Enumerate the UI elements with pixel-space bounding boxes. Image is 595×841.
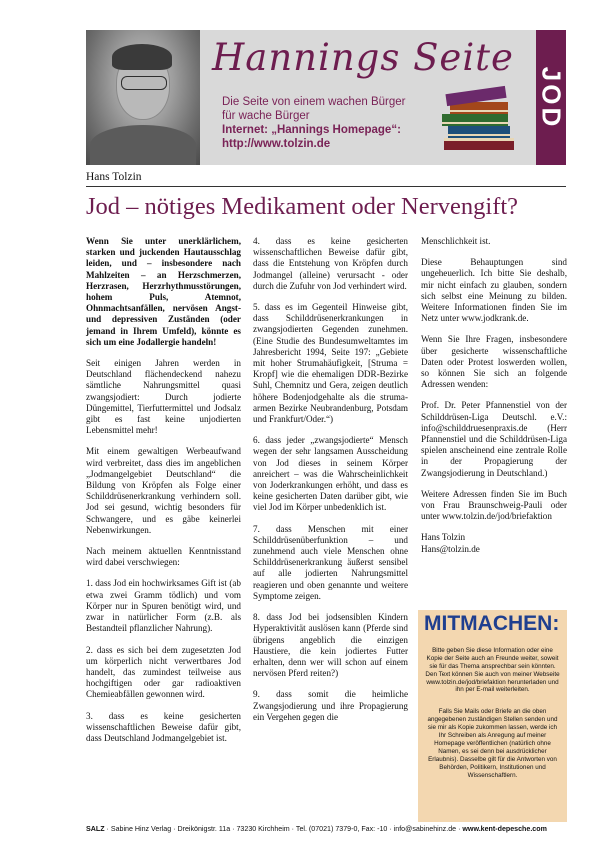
paragraph: 6. dass jeder „zwangsjodierte“ Mensch wegen der sehr langsamen Ausscheidung von Jod dieses in seinem Körper anreichert – was die Wahrscheinlichkeit von Joderkrankungen erhöht, und dass es keine gesicherten Daten darüber gibt, wie viel Jod im Körper unbedenklich ist.	[253, 435, 408, 513]
paragraph: Seit einigen Jahren werden in Deutschland flächendeckend nahezu sämtliche Nahrungsmittel quasi zwangsjodiert: Durch jodierte Düngemittel, Tierfuttermittel und Jodsalz gibt es fast keine unjodierten Lebensmittel mehr!	[86, 358, 241, 436]
topic-tab	[536, 30, 566, 165]
photo-shoulders	[90, 125, 196, 165]
books-icon	[440, 82, 518, 154]
internet-line: Internet: „Hannings Homepage“:	[222, 124, 401, 136]
article-column-1	[86, 236, 241, 754]
paragraph: 4. dass es keine gesicherten wissenschaftlichen Beweise dafür gibt, dass die Entstehung von Kröpfen durch Jodmangel (alleine) verursacht - oder durch die Zufuhr von Jod verhindert wird.	[253, 236, 408, 291]
article-headline: Jod – nötiges Medikament oder Nervengift?	[86, 193, 519, 220]
paragraph: Menschlichkeit ist.	[421, 236, 491, 246]
paragraph: 5. dass es im Gegenteil Hinweise gibt, dass Schilddrüsenerkrankungen in zwangsjodierten Gegenden zunehmen. (Eine Studie des Bundesumweltamtes im Jahresbericht 1994, Seite 197: „Gebiete mit hoher Strumahäufigkeit, [Struma = Kropf] wie die ehemaligen DDR-Bezirke Suhl, Chemnitz und Gera, zeigen deutlich höhere Bodenjodgehalte als die struma-armen Bezirke Neubrandenburg, Potsdam und Frankfurt/Oder.“)	[253, 302, 408, 425]
subtitle-line-1: Die Seite von einem wachen Bürger	[222, 96, 406, 108]
mitmachen-box	[418, 610, 567, 822]
photo-hair	[112, 44, 172, 70]
paragraph: Mit einem gewaltigen Werbeaufwand wird verbreitet, dass dies im angeblichen „Jodmangelgebiet Deutschland“ die Bildung von Kröpfen als Folge einer Schilddrüsenerkrankung verhindern soll. Jod sei gesund, wichtig besonders für Schwangere, und es gäbe keinerlei Nebenwirkungen.	[86, 446, 241, 535]
mitmachen-title: MITMACHEN:	[424, 612, 560, 635]
paragraph: 7. dass Menschen mit einer Schilddrüsenüberfunktion – und zunehmend auch viele Menschen ohne Schilddrüsenerkrankung äußerst sensibel auf alle jodierten Nahrungsmittel reagieren und oben genannte und weitere Symptome zeigen.	[253, 523, 408, 601]
paragraph: 8. dass Jod bei jodsensiblen Kindern Hyperaktivität auslösen kann (Pferde sind übrigens angeblich die einzigen Haustiere, die kein jodiertes Futter erhalten, denn wer will schon auf einem nervösen Pferd reiten?)	[253, 612, 408, 679]
header-subtitle	[222, 95, 405, 151]
footer-url[interactable]: www.kent-depesche.com	[462, 825, 547, 833]
author-photo	[86, 30, 200, 165]
author-name: Hans Tolzin	[86, 171, 142, 183]
subtitle-line-2: für wache Bürger	[222, 110, 310, 122]
signature: Hans Tolzin Hans@tolzin.de	[421, 532, 480, 554]
footer-brand: SALZ	[86, 825, 105, 833]
mitmachen-paragraph-2: Falls Sie Mails oder Briefe an die oben angegebenen zuständigen Stellen senden und sie mir als Kopie zukommen lassen, werde ich Ihr Schreiben als Anregung auf meiner Homepage veröffentlichen (natürlich ohne Namen, es sei denn bei ausdrücklicher Erlaubnis). Dasselbe gilt für die Antworten von Behörden, Politikern, Institutionen und Wissenschaftlern.	[427, 708, 558, 779]
paragraph: Nach meinem aktuellen Kenntnisstand wird dabei verschwiegen:	[86, 546, 241, 568]
paragraph: 1. dass Jod ein hochwirksames Gift ist (ab etwa zwei Gramm tödlich) und vom Körper nur in Spuren benötigt wird, und zwar in natürlicher Form (z.B. als Bestandteil pflanzlicher Nahrung).	[86, 578, 241, 634]
page-title: Hannings Seite	[212, 36, 514, 79]
paragraph: 3. dass es keine gesicherten wissenschaftlichen Beweise dafür gibt, dass Deutschland Jodmangelgebiet ist.	[86, 710, 241, 743]
article-column-3	[421, 236, 567, 565]
mitmachen-text	[424, 639, 561, 793]
article-column-2	[253, 236, 408, 733]
footer	[86, 825, 566, 833]
divider	[86, 186, 566, 187]
topic-tab-label: JOD	[536, 66, 567, 129]
homepage-link[interactable]: http://www.tolzin.de	[222, 138, 331, 150]
paragraph: Diese Behauptungen sind ungeheuerlich. Ich bitte Sie deshalb, mir nicht einfach zu glauben, sondern sich selbst eine Meinung zu bilden. Weitere Informationen finden Sie im Netz unter www.jodkrank.de.	[421, 257, 567, 324]
lead-paragraph: Wenn Sie unter unerklärlichem, starken und juckenden Hautausschlag leiden, und – insbesondere nach Mahlzeiten – an Herzschmerzen, Herzrasen, Herzrhythmusstörungen, hohem Puls, Atemnot, Ohnmachtsanfällen, nervösen Angst- und depressiven Zuständen (oder jemand in Ihrem Umfeld), könnte es sich um eine Jodallergie handeln!	[86, 236, 241, 347]
paragraph: Prof. Dr. Peter Pfannenstiel von der Schilddrüsen-Liga Deutschl. e.V.: info@schilddruesenpraxis.de (Herr Pfannenstiel und die Schilddrüsen-Liga spielen anscheinend eine zentrale Rolle in der Propagierung der Zwangsjodierung in Deutschland.)	[421, 400, 567, 478]
photo-glasses	[121, 76, 167, 90]
mitmachen-paragraph-1: Bitte geben Sie diese Information oder eine Kopie der Seite auch an Freunde weiter, soweit sie für das Thema ansprechbar sein könnten. Den Text können Sie auch von meiner Webseite www.tolzin.de/jod/briefaktion herunterladen und ihn per E-mail weiterleiten.	[425, 646, 560, 694]
footer-text: · Sabine Hinz Verlag · Dreikönigstr. 11a · 73230 Kirchheim · Tel. (07021) 7379-0, Fax: -10 · info@sabinehinz.de ·	[104, 825, 463, 833]
paragraph: 9. dass somit die heimliche Zwangsjodierung und ihre Propagierung ein Vergehen gegen die	[253, 689, 408, 722]
paragraph: 2. dass es sich bei dem zugesetzten Jod um körperlich nicht verwertbares Jod handelt, das zumindest teilweise aus hochgiftigen oder gar radioaktiven Chemieabfällen gewonnen wird.	[86, 644, 241, 700]
paragraph: Wenn Sie Ihre Fragen, insbesondere über gesicherte wissenschaftliche Daten oder Protest loswerden wollen, so können Sie sich an folgende Adressen wenden:	[421, 334, 567, 390]
paragraph: Weitere Adressen finden Sie im Buch von Frau Braunschweig-Pauli oder unter www.tolzin.de/jod/briefaktion	[421, 488, 567, 522]
